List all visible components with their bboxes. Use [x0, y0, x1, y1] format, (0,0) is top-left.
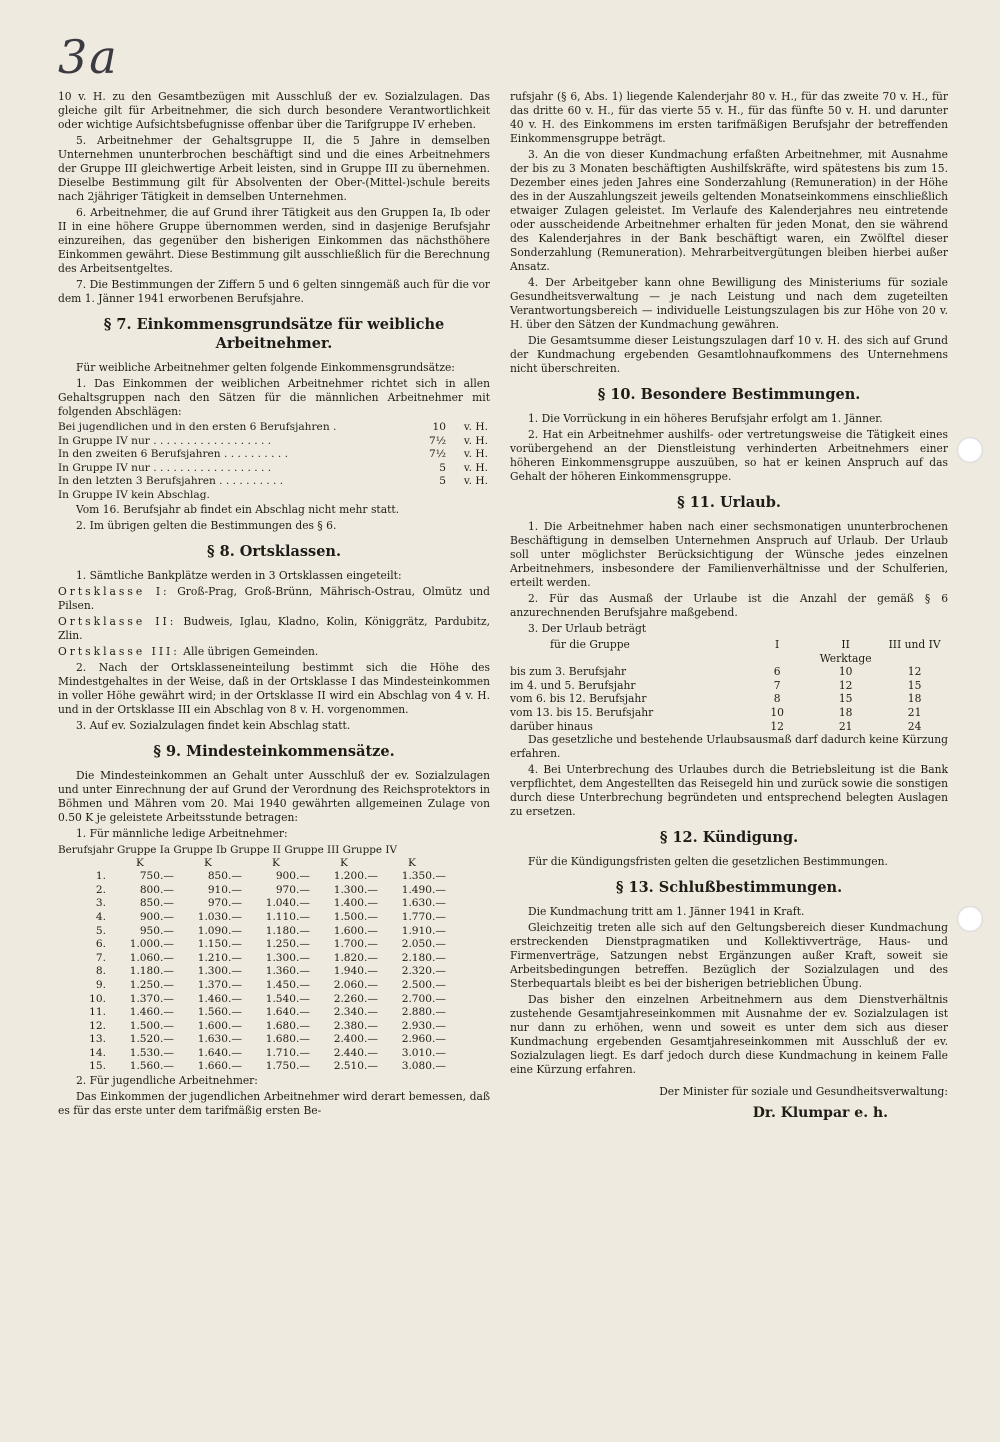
salary-cell: 2.380.— — [333, 1019, 378, 1032]
salary-cell: 1.300.— — [197, 965, 242, 978]
salary-cell: 1.250.— — [129, 978, 174, 991]
rate-label: In den zweiten 6 Berufsjahren . . . . . . . . . . — [58, 448, 288, 461]
table-row — [58, 965, 446, 979]
salary-cell: 2.930.— — [401, 1019, 446, 1032]
paragraph: Für weibliche Arbeitnehmer gelten folgende Einkommensgrundsätze: — [76, 361, 455, 374]
ortsklasse-places: Alle übrigen Gemeinden. — [183, 644, 319, 658]
rate-label: In Gruppe IV kein Abschlag. — [58, 488, 210, 501]
salary-cell: 910.— — [207, 883, 242, 896]
table-row — [58, 475, 488, 489]
days-cell: 8 — [773, 692, 781, 706]
berufsjahr-cell: 12. — [89, 1019, 106, 1032]
ortsklasse-2 — [58, 615, 490, 643]
salary-cell: 1.400.— — [333, 897, 378, 910]
paragraph: 2. Für jugendliche Arbeitnehmer: — [76, 1074, 258, 1088]
salary-cell: 3.080.— — [401, 1060, 446, 1073]
table-row — [58, 462, 488, 476]
section-heading-12: § 12. Kündigung. — [659, 829, 799, 847]
salary-cell: 1.200.— — [333, 870, 378, 883]
table-row — [58, 979, 446, 993]
salary-cell: 1.000.— — [129, 938, 174, 951]
salary-cell: 2.050.— — [401, 938, 446, 951]
group-header: I — [775, 638, 780, 651]
ortsklasse-1 — [58, 585, 490, 613]
rate-value: 5 — [439, 475, 446, 488]
berufsjahr-cell: 3. — [95, 897, 106, 910]
table-row — [58, 911, 446, 925]
salary-cell: 3.010.— — [401, 1046, 446, 1059]
section-heading-10: § 10. Besondere Bestimmungen. — [597, 386, 861, 403]
ortsklasse-places: Groß-Prag, Groß-Brünn, Mährisch-Ostrau, Olmütz und Pilsen. — [58, 584, 490, 612]
empty-cell — [744, 652, 810, 666]
salary-table-header: Berufsjahr Gruppe Ia Gruppe Ib Gruppe II Gruppe III Gruppe IV — [58, 843, 397, 856]
salary-cell: 1.500.— — [333, 910, 378, 923]
salary-cell: 1.490.— — [401, 883, 446, 896]
salary-cell: 1.110.— — [265, 910, 310, 923]
salary-cell: 1.630.— — [401, 897, 446, 910]
salary-cell: 2.180.— — [401, 951, 446, 964]
right-column — [510, 90, 948, 1121]
period-cell: bis zum 3. Berufsjahr — [510, 665, 627, 679]
salary-cell: 1.600.— — [197, 1019, 242, 1032]
group-header: III und IV — [888, 638, 941, 651]
salary-cell: 1.680.— — [265, 1019, 310, 1032]
salary-cell: 1.630.— — [197, 1033, 242, 1046]
rate-value: 7½ — [428, 434, 446, 447]
salary-cell: 1.910.— — [401, 924, 446, 937]
paragraph: Gleichzeitig treten alle sich auf den Geltungsbereich dieser Kundmachung erstreckenden Dienstpragmatiken und Kollektivverträge, Haus- und Firmenverträge, Satzungen nebst Ergänzungen außer Kraft, soweit sie Arbeitsbedingungen betreffen. Bezüglich der Sozialzulagen und des Sterbequartals bleibt es bei der bisherigen betrieblichen Übung. — [510, 921, 948, 991]
days-cell: 12 — [838, 678, 853, 692]
rate-unit: v. H. — [463, 461, 488, 474]
berufsjahr-cell: 9. — [95, 978, 106, 991]
salary-cell: 1.530.— — [129, 1046, 174, 1059]
salary-cell: 1.060.— — [129, 951, 174, 964]
paragraph: 3. Auf ev. Sozialzulagen findet kein Abschlag statt. — [76, 718, 351, 732]
salary-cell: 1.640.— — [197, 1046, 242, 1059]
ortsklasse-label: Ortsklasse I: — [58, 584, 170, 598]
salary-cell: 2.440.— — [333, 1046, 378, 1059]
table-row — [58, 448, 488, 462]
ortsklasse-places: Budweis, Iglau, Kladno, Kolin, Königgrätz, Pardubitz, Zlin. — [58, 614, 491, 642]
paragraph: 2. Für das Ausmaß der Urlaube ist die Anzahl der gemäß § 6 anzurechnenden Berufsjahre maßgebend. — [510, 592, 948, 619]
salary-cell: 1.460.— — [129, 1006, 174, 1019]
table-row — [58, 925, 446, 939]
rate-label: In Gruppe IV nur . . . . . . . . . . . . . . . . . . — [58, 461, 272, 474]
paragraph: 2. Nach der Ortsklasseneinteilung bestimmt sich die Höhe des Mindestgehaltes in der Weise, daß in der Ortsklasse I das Mindesteinkommen in voller Höhe gewährt wird; in der Ortsklasse II wird ein Abschlag von 4 v. H. und in der Ortsklasse III ein Abschlag von 8 v. H. vorgenommen. — [58, 660, 490, 716]
days-cell: 15 — [907, 678, 922, 692]
days-cell: 21 — [838, 719, 853, 733]
paragraph: 1. Die Vorrückung in ein höheres Berufsjahr erfolgt am 1. Jänner. — [528, 412, 883, 425]
salary-cell: 900.— — [275, 870, 310, 883]
paragraph: 1. Sämtliche Bankplätze werden in 3 Ortsklassen eingeteilt: — [76, 568, 402, 582]
ortsklasse-label: Ortsklasse II: — [58, 614, 177, 628]
salary-cell: 1.350.— — [401, 870, 446, 883]
salary-cell: 850.— — [207, 870, 242, 883]
left-column — [58, 90, 490, 1120]
salary-cell: 2.510.— — [333, 1060, 378, 1073]
salary-cell: 1.680.— — [265, 1033, 310, 1046]
berufsjahr-cell: 6. — [95, 938, 106, 951]
rate-value: 5 — [439, 461, 446, 474]
salary-cell: 1.700.— — [333, 938, 378, 951]
salary-cell: 800.— — [139, 883, 174, 896]
rate-value: 7½ — [428, 448, 446, 461]
table-row — [58, 1006, 446, 1020]
salary-cell: 850.— — [139, 897, 174, 910]
table-row — [510, 720, 948, 734]
paragraph: Für die Kündigungsfristen gelten die gesetzlichen Bestimmungen. — [528, 855, 888, 869]
table-row — [58, 897, 446, 911]
rate-label: Bei jugendlichen und in den ersten 6 Berufsjahren . — [58, 421, 337, 433]
berufsjahr-cell: 15. — [89, 1060, 106, 1073]
paragraph: 3. An die von dieser Kundmachung erfaßten Arbeitnehmer, mit Ausnahme der bis zu 3 Monaten beschäftigten Aushilfskräfte, wird spätestens bis zum 15. Dezember eines jeden Jahres eine Sonderzahlung (Remuneration) in der Höhe des in der Auszahlungszeit jeweils geltenden Monatseinkommens einschließlich etwaiger Zulagen geleistet. Im Verlaufe des Kalenderjahres neu eintretende oder ausscheidende Arbeitnehmer erhalten für jeden Monat, den sie während des Kalenderjahres in der Bank beschäftigt waren, ein Zwölftel dieser Sonderzahlung (Remuneration). Mehrarbeitvergütungen bleiben hierbei außer Ansatz. — [510, 148, 948, 273]
vacation-rows — [510, 665, 948, 733]
group-header: II — [841, 638, 850, 651]
section-heading-13: § 13. Schlußbestimmungen. — [615, 879, 843, 897]
section-heading-11: § 11. Urlaub. — [677, 494, 781, 511]
salary-cell: 1.540.— — [265, 992, 310, 1005]
salary-cell: 2.500.— — [401, 978, 446, 991]
days-cell: 10 — [838, 665, 853, 679]
salary-cell: 1.460.— — [197, 992, 242, 1005]
period-cell: im 4. und 5. Berufsjahr — [510, 678, 636, 692]
table-row — [58, 421, 488, 435]
salary-cell: 1.450.— — [265, 978, 310, 991]
salary-cell: 1.560.— — [197, 1006, 242, 1019]
group-label: für die Gruppe — [550, 638, 630, 651]
paragraph: rufsjahr (§ 6, Abs. 1) liegende Kalenderjahr 80 v. H., für das zweite 70 v. H., für das dritte 60 v. H., für das vierte 55 v. H., für das fünfte 50 v. H. und darunter 40 v. H. des Einkommens im ersten tarifmäßigen Berufsjahr der betreffenden Einkommensgruppe beträgt. — [510, 90, 948, 145]
empty-cell — [881, 652, 948, 666]
table-row — [58, 435, 488, 449]
rate-unit — [454, 489, 488, 503]
paragraph: Das Einkommen der jugendlichen Arbeitnehmer wird derart bemessen, daß es für das erste unter dem tarifmäßig ersten Be- — [58, 1090, 490, 1118]
paragraph: 5. Arbeitnehmer der Gehaltsgruppe II, die 5 Jahre in demselben Unternehmen ununterbrochen beschäftigt sind und die eines Arbeitnehmers der Gruppe III gleichwertige Arbeit leisten, sind in Gruppe III zu übernehmen. Dieselbe Bestimmung gilt für Absolventen der Ober-(Mittel-)schule bereits nach 2jähriger Tätigkeit in demselben Unternehmen. — [58, 134, 490, 203]
table-row — [58, 1033, 446, 1047]
salary-cell: 1.640.— — [265, 1006, 310, 1019]
salary-cell: 1.710.— — [265, 1046, 310, 1059]
salary-cell: 2.400.— — [333, 1033, 378, 1046]
paragraph: 1. Die Arbeitnehmer haben nach einer sechsmonatigen ununterbrochenen Beschäftigung in demselben Unternehmen Anspruch auf Urlaub. Der Urlaub soll unter möglichster Berücksichtigung der Wünsche jedes einzelnen Arbeitnehmers, insbesondere der Familienverhältnisse und der Schulferien, erteilt werden. — [510, 520, 948, 589]
rate-unit: v. H. — [463, 475, 488, 488]
berufsjahr-cell: 4. — [95, 910, 106, 923]
paragraph: Die Kundmachung tritt am 1. Jänner 1941 in Kraft. — [528, 905, 805, 919]
salary-table — [58, 857, 446, 1075]
salary-cell: 1.040.— — [265, 897, 310, 910]
deduction-rates-table — [58, 421, 488, 503]
salary-cell: 900.— — [139, 910, 174, 923]
table-row — [510, 652, 948, 666]
unit-label: Werktage — [819, 651, 872, 665]
paragraph: 6. Arbeitnehmer, die auf Grund ihrer Tätigkeit aus den Gruppen Ia, Ib oder II in eine höhere Gruppe übernommen werden, sind in dasjenige Berufsjahr einzureihen, das gegenüber den bisherigen Einkommen das nächsthöhere Einkommen gewährt. Diese Bestimmung gilt ausschließlich für die Berechnung des Arbeitsentgeltes. — [58, 206, 490, 275]
salary-cell: 750.— — [139, 870, 174, 883]
salary-cell: 1.250.— — [265, 938, 310, 951]
vacation-table — [510, 638, 948, 733]
paragraph: 2. Hat ein Arbeitnehmer aushilfs- oder vertretungsweise die Tätigkeit eines vorübergehend an der Dienstleistung verhinderten Arbeitnehmers einer höheren Einkommensgruppe auszuüben, so hat er keinen Anspruch auf das Gehalt der höheren Einkommensgruppe. — [510, 428, 948, 483]
section-heading-9: § 9. Mindesteinkommensätze. — [153, 742, 395, 760]
salary-cell: 1.560.— — [129, 1060, 174, 1073]
salary-cell: 1.600.— — [333, 924, 378, 937]
table-row — [510, 638, 948, 652]
salary-cell: 1.210.— — [197, 951, 242, 964]
table-row — [58, 938, 446, 952]
paragraph: 1. Das Einkommen der weiblichen Arbeitnehmer richtet sich in allen Gehaltsgruppen nach den Sätzen für die männlichen Arbeitnehmer mit folgenden Abschlägen: — [58, 377, 490, 418]
salary-cell: 970.— — [275, 883, 310, 896]
salary-cell: 1.180.— — [129, 965, 174, 978]
rate-label: In Gruppe IV nur . . . . . . . . . . . . . . . . . . — [58, 434, 272, 447]
salary-cell: 1.180.— — [265, 924, 310, 937]
table-row — [58, 1047, 446, 1061]
rate-unit: v. H. — [463, 434, 488, 447]
table-row — [58, 870, 446, 884]
paragraph: Das gesetzliche und bestehende Urlaubsausmaß darf dadurch keine Kürzung erfahren. — [510, 733, 948, 761]
ortsklasse-label: Ortsklasse III: — [58, 644, 180, 658]
salary-cell: 1.090.— — [197, 924, 242, 937]
salary-cell: 1.660.— — [197, 1060, 242, 1073]
table-row — [58, 993, 446, 1007]
rate-unit: v. H. — [463, 448, 488, 461]
empty-cell — [510, 652, 744, 666]
salary-cell: 1.360.— — [265, 965, 310, 978]
table-row — [58, 1020, 446, 1034]
salary-cell: 1.030.— — [197, 910, 242, 923]
punch-hole — [957, 437, 983, 463]
berufsjahr-cell: 8. — [95, 965, 106, 978]
salary-cell: 2.880.— — [401, 1006, 446, 1019]
salary-cell: 2.320.— — [401, 965, 446, 978]
days-cell: 7 — [773, 678, 781, 692]
days-cell: 6 — [773, 665, 781, 679]
unit-cell: K — [408, 856, 416, 869]
ortsklasse-3 — [58, 645, 490, 659]
unit-cell: K — [136, 856, 144, 869]
salary-cell: 1.370.— — [197, 978, 242, 991]
table-row — [510, 665, 948, 679]
rate-unit: v. H. — [463, 421, 488, 433]
signature-title: Der Minister für soziale und Gesundheitsverwaltung: — [659, 1085, 948, 1099]
salary-cell: 1.300.— — [265, 951, 310, 964]
salary-cell: 2.700.— — [401, 992, 446, 1005]
berufsjahr-cell: 13. — [89, 1033, 106, 1046]
rate-value: 10 — [432, 421, 446, 433]
paragraph: 7. Die Bestimmungen der Ziffern 5 und 6 gelten sinngemäß auch für die vor dem 1. Jänner 1941 erworbenen Berufsjahre. — [58, 278, 490, 305]
paragraph: 4. Der Arbeitgeber kann ohne Bewilligung des Ministeriums für soziale Gesundheitsverwaltung — je nach Leistung und nach dem zugeteilten Verantwortungsbereich — individuelle Leistungszulagen bis zur Höhe von 20 v. H. über den Sätzen der Kundmachung gewähren. — [510, 276, 948, 331]
berufsjahr-cell: 11. — [89, 1006, 106, 1019]
salary-cell: 1.300.— — [333, 883, 378, 896]
paragraph: Die Mindesteinkommen an Gehalt unter Ausschluß der ev. Sozialzulagen und unter Einrechnung der auf Grund der Verordnung des Reichsprotektors in Böhmen und Mähren vom 20. Mai 1940 gewährten allgemeinen Zulage von 0.50 K je geleistete Arbeitsstunde betragen: — [58, 768, 490, 824]
salary-cell: 950.— — [139, 924, 174, 937]
table-row — [58, 884, 446, 898]
paragraph: 2. Im übrigen gelten die Bestimmungen des § 6. — [76, 518, 337, 532]
berufsjahr-cell: 1. — [95, 870, 106, 883]
salary-rows — [58, 870, 446, 1074]
salary-cell: 2.060.— — [333, 978, 378, 991]
period-cell: vom 13. bis 15. Berufsjahr — [510, 705, 654, 719]
unit-cell: K — [272, 856, 280, 869]
unit-cell: K — [204, 856, 212, 869]
unit-cell: K — [340, 856, 348, 869]
rate-label: In den letzten 3 Berufsjahren . . . . . . . . . . — [58, 475, 284, 488]
berufsjahr-cell: 7. — [95, 951, 106, 964]
salary-cell: 2.260.— — [333, 992, 378, 1005]
berufsjahr-cell: 14. — [89, 1046, 106, 1059]
salary-cell: 2.960.— — [401, 1033, 446, 1046]
section-heading-7: § 7. Einkommensgrundsätze für weibliche Arbeitnehmer. — [103, 316, 445, 352]
salary-cell: 1.370.— — [129, 992, 174, 1005]
days-cell: 18 — [838, 705, 853, 719]
signature-name: Dr. Klumpar e. h. — [752, 1105, 888, 1122]
salary-cell: 1.940.— — [333, 965, 378, 978]
table-row — [510, 706, 948, 720]
days-cell: 18 — [907, 692, 922, 706]
table-row — [510, 692, 948, 706]
unit-row — [58, 857, 446, 871]
table-row — [510, 679, 948, 693]
days-cell: 12 — [907, 665, 922, 679]
salary-cell: 1.520.— — [129, 1033, 174, 1046]
days-cell: 10 — [770, 705, 784, 719]
paragraph: 3. Der Urlaub beträgt — [528, 622, 647, 635]
berufsjahr-cell: 2. — [95, 883, 106, 896]
punch-hole — [957, 906, 983, 932]
berufsjahr-cell: 10. — [89, 992, 106, 1005]
salary-cell: 970.— — [207, 897, 242, 910]
days-cell: 21 — [907, 705, 922, 719]
salary-cell: 1.500.— — [129, 1019, 174, 1032]
rate-value — [408, 489, 454, 503]
paragraph: 10 v. H. zu den Gesamtbezügen mit Ausschluß der ev. Sozialzulagen. Das gleiche gilt für Arbeitnehmer, die sich durch besondere Verantwortlichkeit oder wichtige Aufsichtsbefugnisse offenbar über die Tarifgruppe IV erheben. — [58, 90, 490, 131]
period-cell: vom 6. bis 12. Berufsjahr — [510, 692, 647, 706]
table-row — [58, 952, 446, 966]
period-cell: darüber hinaus — [510, 719, 593, 733]
salary-cell: 1.750.— — [265, 1060, 310, 1073]
days-cell: 24 — [907, 719, 922, 733]
paragraph: Vom 16. Berufsjahr ab findet ein Abschlag nicht mehr statt. — [76, 502, 400, 516]
unit-cell — [58, 857, 106, 871]
paragraph: 4. Bei Unterbrechung des Urlaubes durch die Betriebsleitung ist die Bank verpflichtet, dem Angestellten das Reisegeld hin und zurück sowie die sonstigen durch diese Unterbrechung begründeten und entsprechend belegten Auslagen zu ersetzen. — [510, 763, 948, 819]
table-row — [58, 489, 488, 503]
paragraph: Die Gesamtsumme dieser Leistungszulagen darf 10 v. H. des sich auf Grund der Kundmachung ergebenden Gesamtlohnaufkommens des Unternehmens nicht überschreiten. — [510, 334, 948, 375]
paragraph: Das bisher den einzelnen Arbeitnehmern aus dem Dienstverhältnis zustehende Gesamtjahreseinkommen mit Ausnahme der ev. Sozialzulagen ist nur dann zu erhöhen, wenn und soweit es unter dem sich aus dieser Kundmachung ergebenden Gesamtjahreseinkommen mit Ausschluß der ev. Sozialzulagen liegt. Es darf jedoch durch diese Kundmachung in keinem Falle eine Kürzung erfahren. — [510, 993, 948, 1077]
section-heading-8: § 8. Ortsklassen. — [206, 542, 342, 560]
berufsjahr-cell: 5. — [95, 924, 106, 937]
handwritten-page-number: 3a — [58, 30, 119, 84]
salary-cell: 1.150.— — [197, 938, 242, 951]
salary-cell: 1.820.— — [333, 951, 378, 964]
salary-cell: 2.340.— — [333, 1006, 378, 1019]
salary-cell: 1.770.— — [401, 910, 446, 923]
days-cell: 12 — [770, 719, 784, 733]
paragraph: 1. Für männliche ledige Arbeitnehmer: — [76, 826, 288, 840]
days-cell: 15 — [838, 692, 853, 706]
table-row — [58, 1060, 446, 1074]
